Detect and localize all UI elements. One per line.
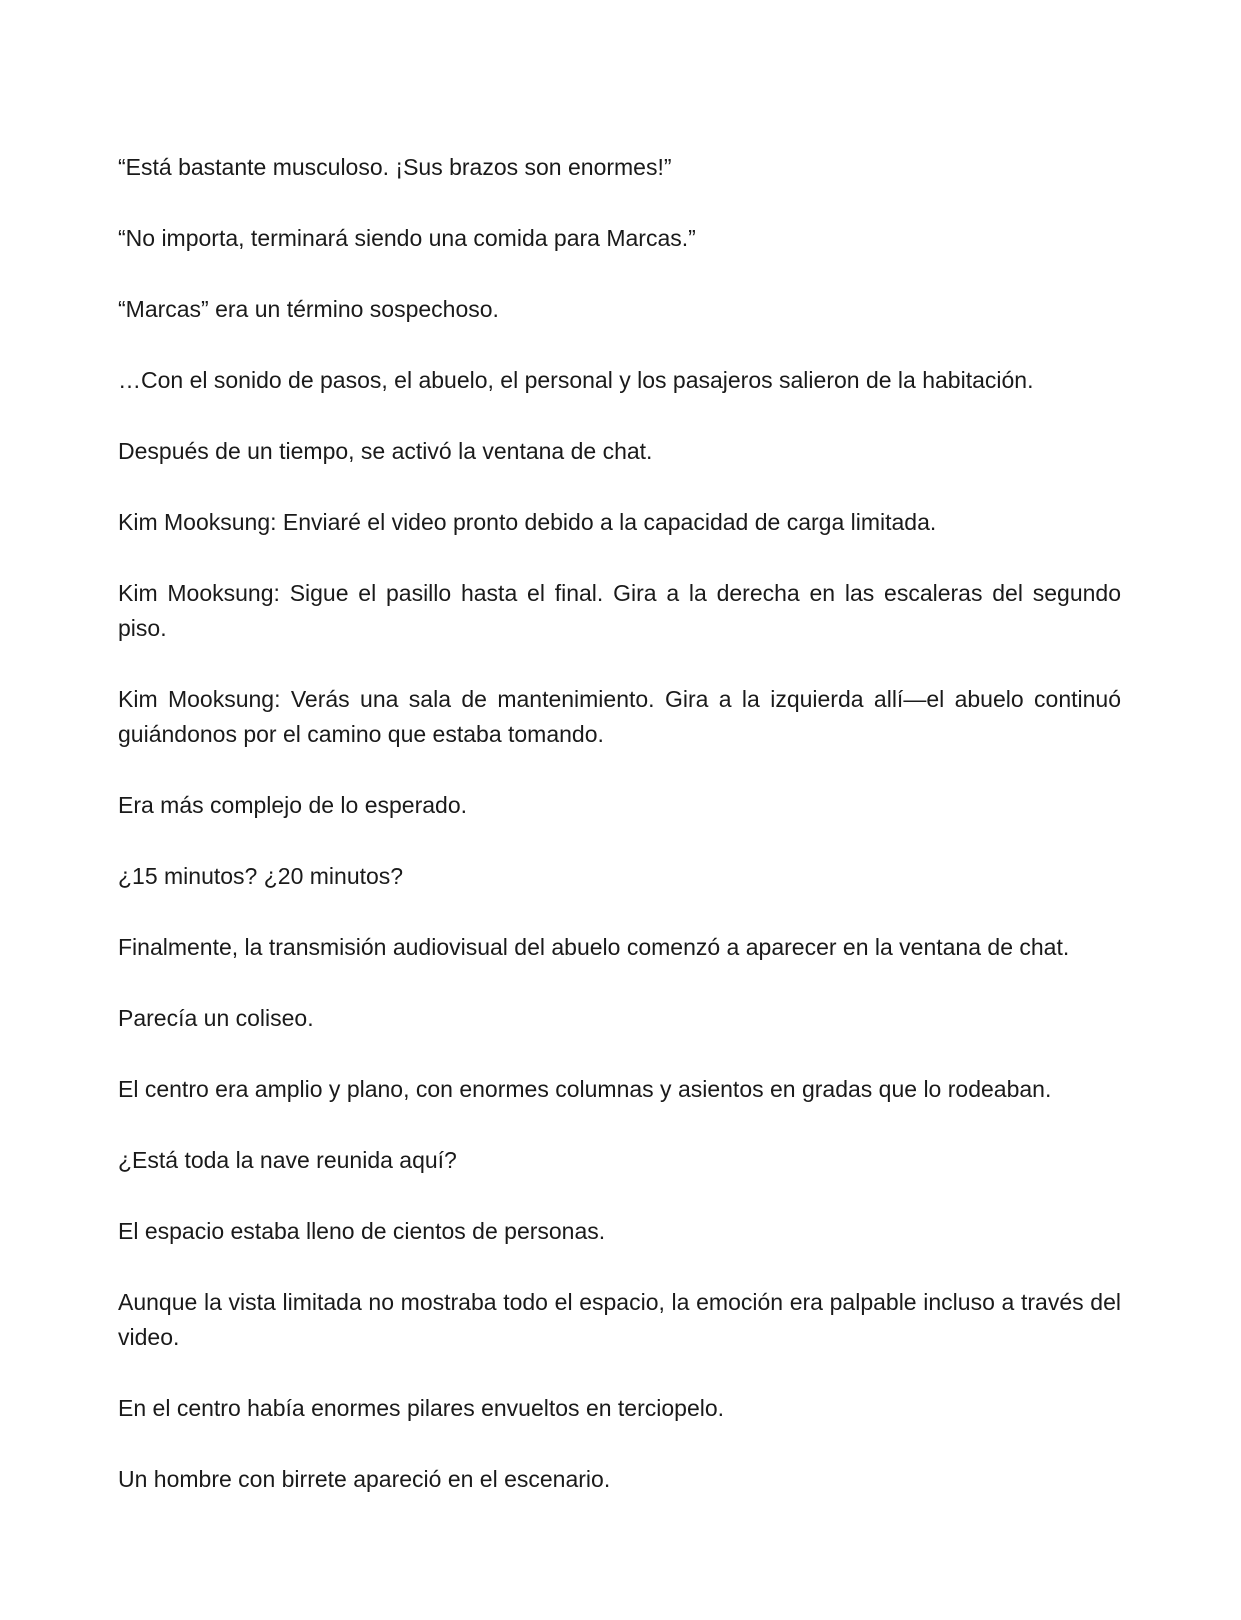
paragraph: El centro era amplio y plano, con enormes columnas y asientos en gradas que lo rodeaban. [118,1076,1052,1102]
paragraph: “Marcas” era un término sospechoso. [118,296,499,322]
body-text [118,150,1121,1497]
paragraph: ¿15 minutos? ¿20 minutos? [118,863,404,889]
paragraph: Kim Mooksung: Sigue el pasillo hasta el final. Gira a la derecha en las escaleras del segundo piso. [118,580,1121,641]
paragraph: …Con el sonido de pasos, el abuelo, el personal y los pasajeros salieron de la habitación. [118,367,1034,393]
paragraph: ¿Está toda la nave reunida aquí? [118,1147,457,1173]
paragraph: En el centro había enormes pilares envueltos en terciopelo. [118,1395,725,1421]
paragraph: Un hombre con birrete apareció en el escenario. [118,1466,611,1492]
paragraph: “Está bastante musculoso. ¡Sus brazos son enormes!” [118,154,672,180]
paragraph: Aunque la vista limitada no mostraba todo el espacio, la emoción era palpable incluso a través del video. [118,1289,1121,1350]
paragraph: “No importa, terminará siendo una comida para Marcas.” [118,225,696,251]
paragraph: Parecía un coliseo. [118,1005,314,1031]
paragraph: Después de un tiempo, se activó la ventana de chat. [118,438,653,464]
paragraph: Kim Mooksung: Enviaré el video pronto debido a la capacidad de carga limitada. [118,509,937,535]
paragraph: El espacio estaba lleno de cientos de personas. [118,1218,606,1244]
paragraph: Kim Mooksung: Verás una sala de mantenimiento. Gira a la izquierda allí—el abuelo continuó guiándonos por el camino que estaba tomando. [118,686,1121,747]
paragraph: Finalmente, la transmisión audiovisual del abuelo comenzó a aparecer en la ventana de chat. [118,934,1070,960]
paragraph: Era más complejo de lo esperado. [118,792,468,818]
